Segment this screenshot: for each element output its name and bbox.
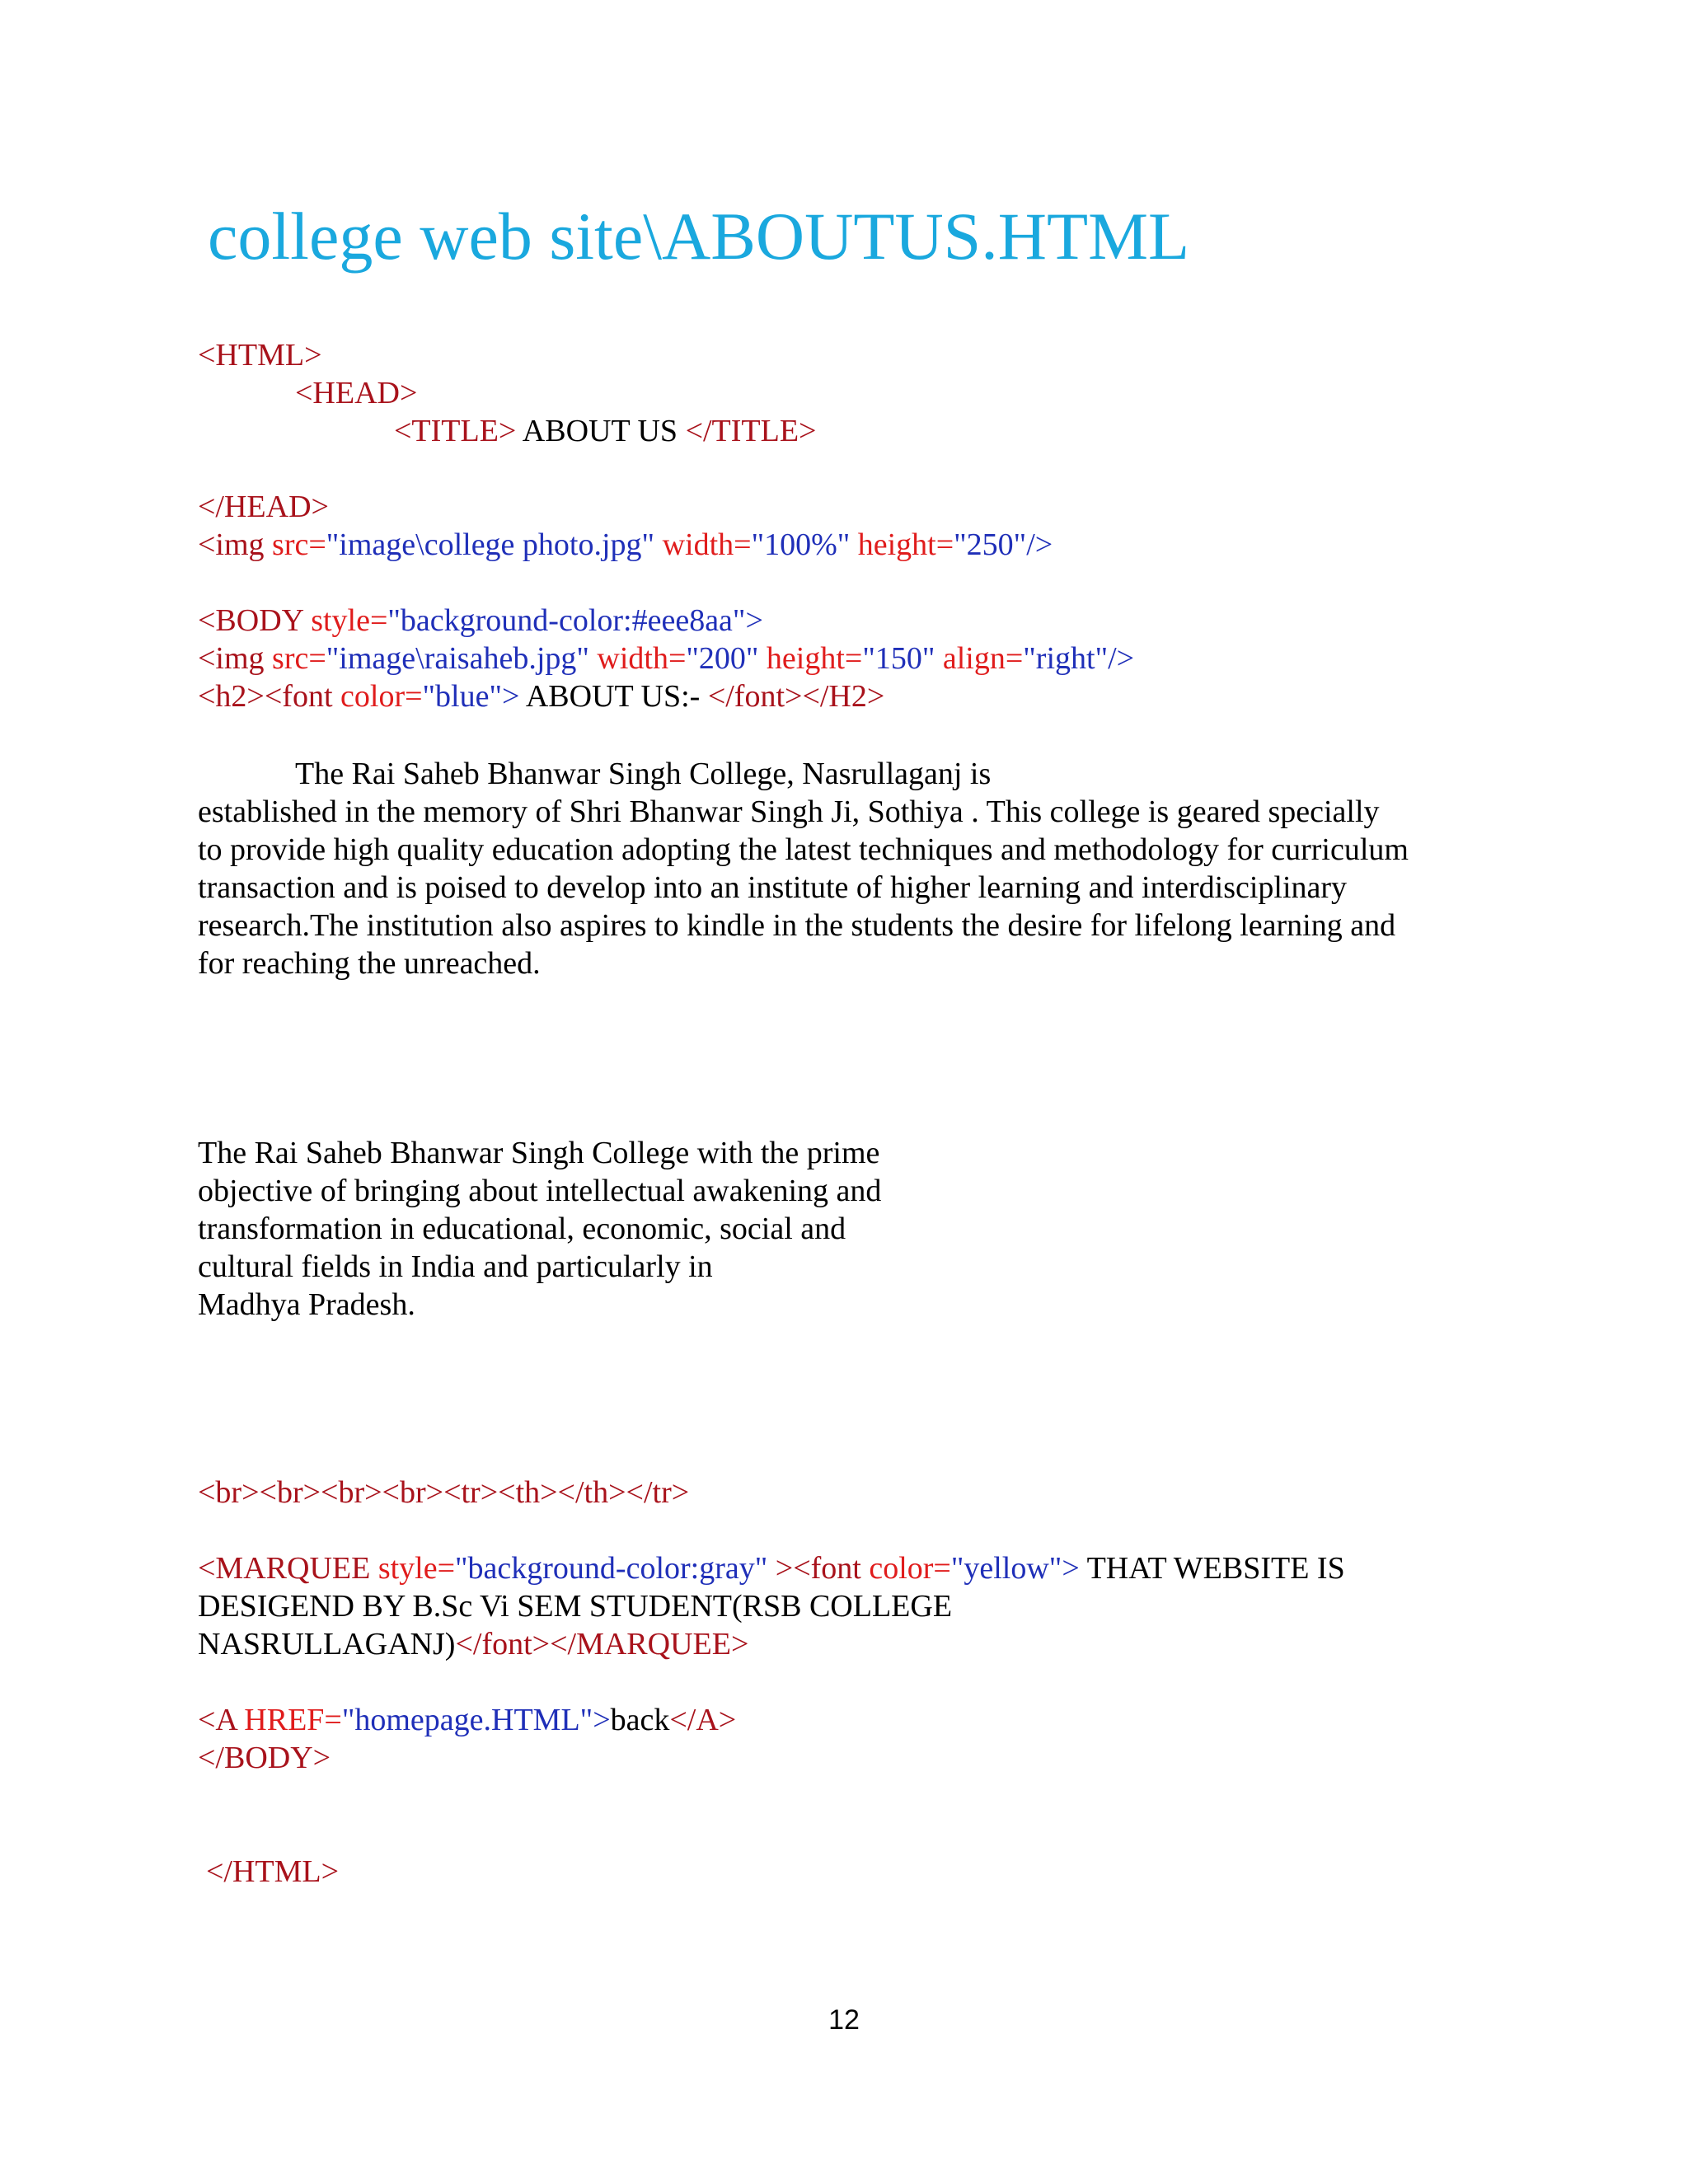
img1-tag: <img (198, 527, 273, 562)
code-line-marquee-2 (198, 1587, 952, 1625)
para1-line-2: established in the memory of Shri Bhanwar Singh Ji, Sothiya . This college is geared specially (198, 794, 1380, 829)
title-open-tag: <TITLE> (394, 414, 517, 448)
img2-tag: <img (198, 641, 273, 676)
code-line-img1 (198, 526, 1053, 564)
code-line-head-open (295, 374, 417, 412)
title-text: ABOUT US (516, 414, 686, 448)
body-style-value: "background-color:#eee8aa" (387, 603, 746, 638)
para2-line-3: transformation in educational, economic, social and (198, 1212, 846, 1246)
code-line-html-close (206, 1853, 339, 1891)
code-line-h2 (198, 677, 884, 715)
para1-line-5: research.The institution also aspires to kindle in the students the desire for lifelong learning and (198, 908, 1396, 943)
para2-line-5: Madhya Pradesh. (198, 1287, 415, 1322)
img2-width-attr: width= (588, 641, 687, 676)
marquee-color-attr: color= (869, 1551, 951, 1586)
body-style-attr: style= (311, 603, 388, 638)
img2-align-value: "right" (1023, 641, 1109, 676)
code-line-marquee-1 (198, 1549, 1345, 1587)
anchor-open-tag: <A (198, 1703, 245, 1737)
marquee-style-value: "background-color:gray" (455, 1551, 776, 1586)
code-line-marquee-3 (198, 1625, 748, 1663)
marquee-style-attr: style= (377, 1551, 456, 1586)
br-tags: <br><br><br><br><tr><th></th></tr> (198, 1475, 690, 1510)
h2-font-gt: > (501, 679, 520, 714)
img2-close: /> (1108, 641, 1135, 676)
code-line-img2 (198, 640, 1134, 677)
para1-line-1: The Rai Saheb Bhanwar Singh College, Nasrullaganj is (295, 757, 992, 791)
document-title: college web site\ABOUTUS.HTML (208, 199, 1190, 274)
marquee-text-3: NASRULLAGANJ) (198, 1627, 456, 1661)
img2-width-value: "200" (686, 641, 759, 676)
para2-line-1: The Rai Saheb Bhanwar Singh College with the prime (198, 1136, 880, 1170)
body-open-end: > (745, 603, 763, 638)
code-line-head-close (198, 488, 329, 526)
para1-line-4: transaction and is poised to develop into an institute of higher learning and interdisciplinary (198, 870, 1348, 905)
h2-color-value: "blue" (422, 679, 502, 714)
h2-font-open-tag: <h2><font (198, 679, 341, 714)
body-close-tag: </BODY> (198, 1741, 331, 1775)
img1-close: /> (1026, 527, 1053, 562)
img1-src-value: "image\college photo.jpg" (326, 527, 655, 562)
h2-color-attr: color= (340, 679, 423, 714)
html-open-tag: <HTML> (198, 338, 322, 373)
img1-width-value: "100%" (751, 527, 851, 562)
img1-width-attr: width= (654, 527, 752, 562)
anchor-close-tag: </A> (669, 1703, 737, 1737)
marquee-text-1: THAT WEBSITE IS (1079, 1551, 1345, 1586)
img2-src-value: "image\raisaheb.jpg" (326, 641, 589, 676)
marquee-font-open-tag: ><font (775, 1551, 870, 1586)
html-close-tag: </HTML> (206, 1854, 340, 1889)
marquee-open-tag: <MARQUEE (198, 1551, 378, 1586)
anchor-href-value: "homepage.HTML" (341, 1703, 593, 1737)
code-line-title (394, 412, 816, 450)
para2-line-2: objective of bringing about intellectual awakening and (198, 1174, 882, 1208)
img2-align-attr: align= (935, 641, 1024, 676)
code-line-body-open (198, 602, 763, 640)
anchor-href-attr: HREF= (244, 1703, 342, 1737)
img2-height-attr: height= (758, 641, 863, 676)
head-open-tag: <HEAD> (295, 376, 418, 410)
title-close-tag: </TITLE> (685, 414, 817, 448)
marquee-close-tag: </font></MARQUEE> (455, 1627, 749, 1661)
h2-close-tag: </font></H2> (707, 679, 885, 714)
marquee-text-2: DESIGEND BY B.Sc Vi SEM STUDENT(RSB COLLEGE (198, 1589, 953, 1624)
img2-src-attr: src= (272, 641, 326, 676)
marquee-font-gt: > (1062, 1551, 1080, 1586)
img1-src-attr: src= (272, 527, 326, 562)
body-open-tag: <BODY (198, 603, 312, 638)
head-close-tag: </HEAD> (198, 490, 329, 524)
img2-height-value: "150" (862, 641, 935, 676)
para1-line-6: for reaching the unreached. (198, 946, 541, 981)
code-line-body-close (198, 1739, 331, 1777)
h2-text: ABOUT US:- (519, 679, 708, 714)
page-number: 12 (828, 2004, 860, 2036)
code-line-anchor (198, 1701, 736, 1739)
anchor-text: back (610, 1703, 670, 1737)
anchor-gt: > (593, 1703, 611, 1737)
para2-line-4: cultural fields in India and particularly in (198, 1249, 713, 1284)
img1-height-value: "250" (954, 527, 1027, 562)
code-line-html-open (198, 336, 322, 374)
img1-height-attr: height= (850, 527, 954, 562)
marquee-color-value: "yellow" (950, 1551, 1062, 1586)
code-line-br (198, 1474, 689, 1511)
para1-line-3: to provide high quality education adopting the latest techniques and methodology for curriculum (198, 832, 1409, 867)
